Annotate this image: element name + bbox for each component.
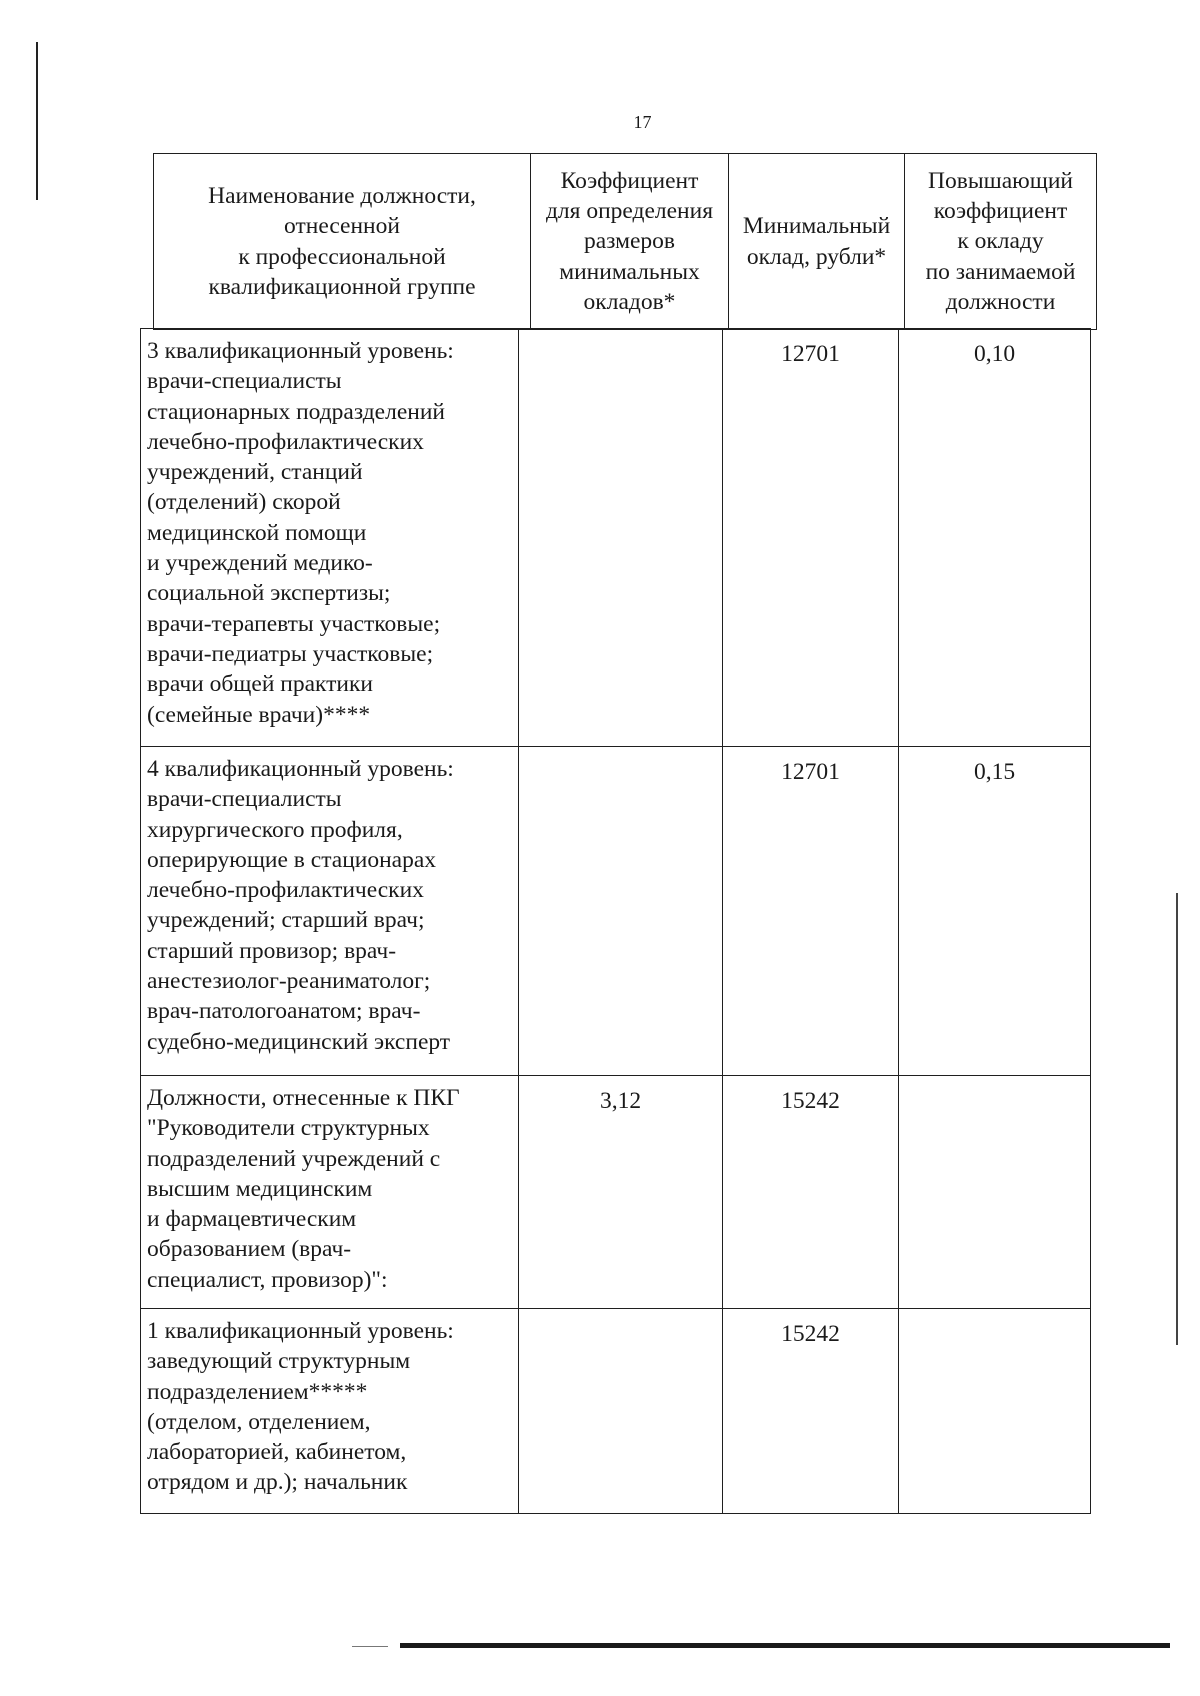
header-cell-position xyxy=(154,154,531,330)
header-coefficient-text: Коэффициент для определения размеров минимальных окладов* xyxy=(545,167,714,315)
header-min-salary-text: Минимальный оклад, рубли* xyxy=(742,213,891,270)
header-cell-coefficient xyxy=(531,154,729,330)
table-row xyxy=(141,1309,1091,1514)
page-number: 17 xyxy=(633,112,652,132)
cell-position xyxy=(141,1076,519,1309)
cell-min-salary: 12701 xyxy=(723,329,899,747)
header-raising-coefficient-text: Повышающий коэффициент к окладу по занимаемой должности xyxy=(925,167,1076,315)
cell-raising-coefficient: 0,10 xyxy=(899,329,1091,747)
cell-raising-coefficient: 0,15 xyxy=(899,747,1091,1076)
table-header xyxy=(153,153,1097,330)
header-cell-raising-coefficient xyxy=(905,154,1097,330)
cell-coefficient xyxy=(519,747,723,1076)
cell-min-salary: 15242 xyxy=(723,1076,899,1309)
table-row xyxy=(141,1076,1091,1309)
table-row xyxy=(141,747,1091,1076)
position-text: 1 квалификационный уровень: заведующий структурным подразделением***** (отделом, отделением, лабораторией, кабинетом, отрядом и др.); начальник xyxy=(147,1318,454,1496)
cell-position xyxy=(141,747,519,1076)
header-position-text: Наименование должности, отнесенной к профессиональной квалификационной группе xyxy=(208,182,476,300)
scan-bottom-line xyxy=(400,1643,1170,1648)
cell-coefficient xyxy=(519,1309,723,1514)
header-cell-min-salary xyxy=(729,154,905,330)
position-text: 4 квалификационный уровень: врачи-специалисты хирургического профиля, оперирующие в стационарах лечебно-профилактических учреждений; старший врач; старший провизор; врач- анестезиолог-реаниматолог; врач-патологоанатом; врач- судебно-медицинский эксперт xyxy=(147,756,454,1055)
scan-bottom-dash xyxy=(352,1646,388,1647)
cell-position xyxy=(141,329,519,747)
cell-min-salary: 12701 xyxy=(723,747,899,1076)
header-row xyxy=(154,154,1097,330)
cell-min-salary: 15242 xyxy=(723,1309,899,1514)
position-text: 3 квалификационный уровень: врачи-специалисты стационарных подразделений лечебно-профилактических учреждений, станций (отделений) скорой медицинской помощи и учреждений медико- социальной экспертизы; врачи-терапевты участковые; врачи-педиатры участковые; врачи общей практики (семейные врачи)**** xyxy=(147,338,454,728)
cell-position xyxy=(141,1309,519,1514)
table-row xyxy=(141,329,1091,747)
cell-coefficient xyxy=(519,329,723,747)
table-body xyxy=(140,328,1091,1514)
cell-raising-coefficient xyxy=(899,1309,1091,1514)
cell-coefficient: 3,12 xyxy=(519,1076,723,1309)
cell-raising-coefficient xyxy=(899,1076,1091,1309)
position-text: Должности, отнесенные к ПКГ "Руководители структурных подразделений учреждений с высшим медицинским и фармацевтическим образованием (врач- специалист, провизор)": xyxy=(147,1085,460,1293)
scan-margin-line-right xyxy=(1176,893,1178,1345)
